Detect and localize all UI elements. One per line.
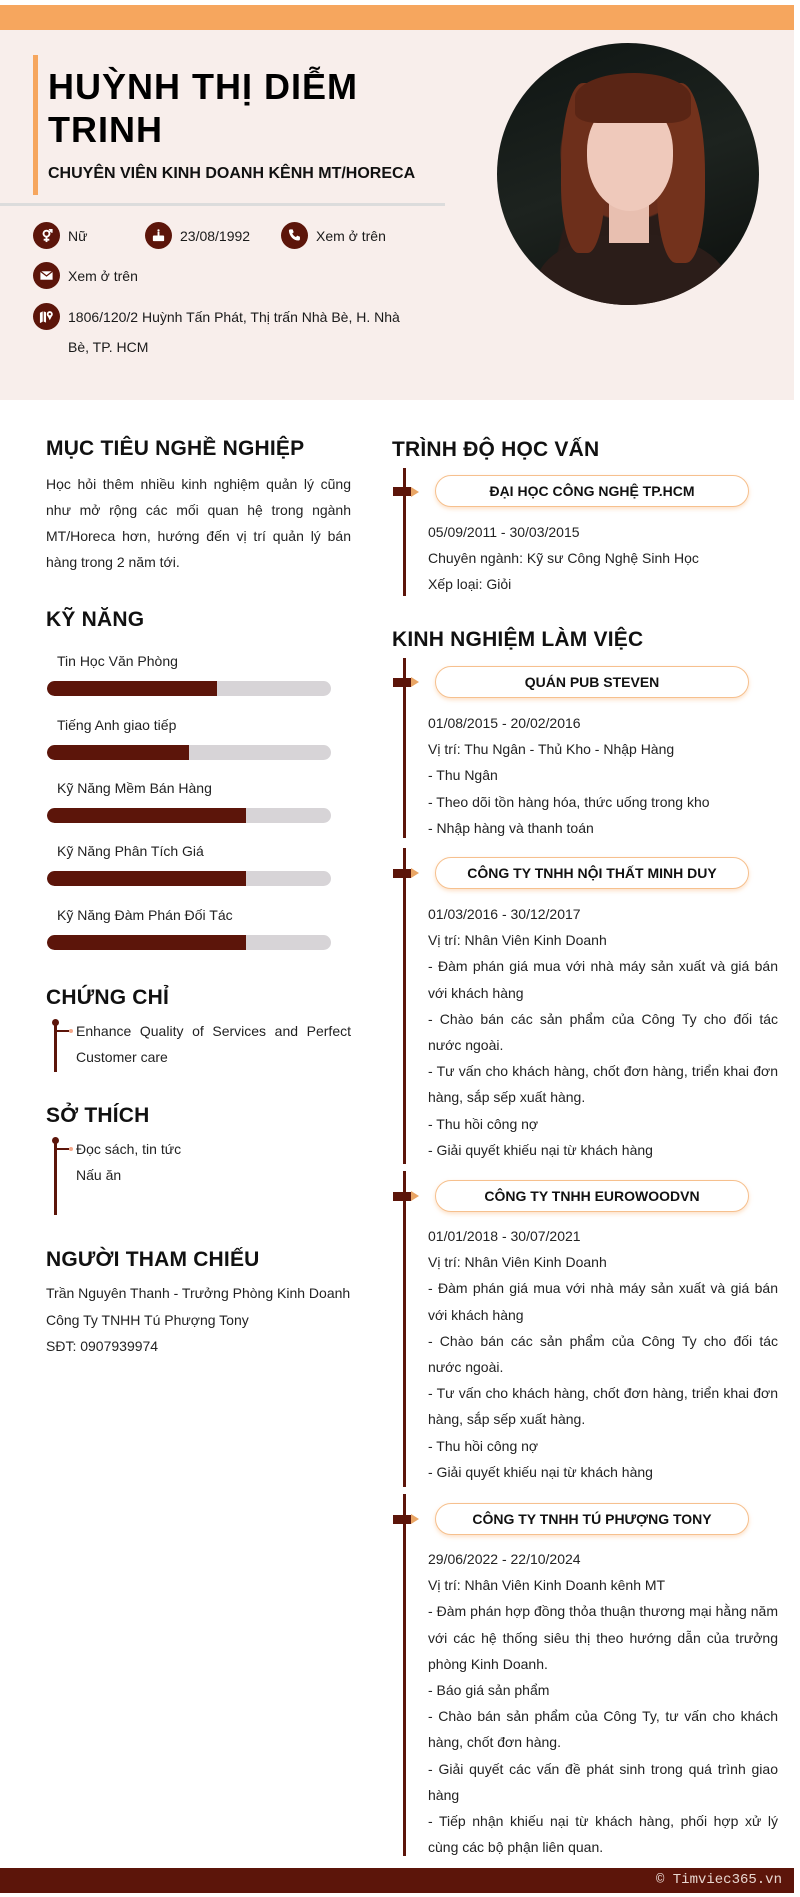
avatar-hair-shape <box>575 73 691 123</box>
experience-entry <box>428 901 778 1163</box>
gender-icon <box>33 222 60 249</box>
job-duty: - Giải quyết khiếu nại từ khách hàng <box>428 1141 653 1158</box>
education-entry <box>428 519 778 598</box>
timeline-branch <box>57 1148 69 1150</box>
education-period: 05/09/2011 - 30/03/2015 <box>428 524 580 540</box>
contact-address <box>33 302 413 362</box>
job-position: Vị trí: Thu Ngân - Thủ Kho - Nhập Hàng <box>428 741 675 758</box>
job-duty: - Giải quyết khiếu nại từ khách hàng <box>428 1463 653 1480</box>
skill-item <box>47 717 331 760</box>
experience-timeline <box>403 1171 406 1487</box>
references-title: NGƯỜI THAM CHIẾU <box>46 1248 260 1271</box>
skill-label: Tiếng Anh giao tiếp <box>57 717 177 733</box>
email-value: Xem ở trên <box>68 267 138 284</box>
job-duty: - Thu Ngân <box>428 767 498 784</box>
job-duty: - Báo giá sản phẩm <box>428 1682 550 1699</box>
timeline-marker <box>393 678 411 687</box>
skill-item <box>47 653 331 696</box>
birthday-value: 23/08/1992 <box>180 227 251 244</box>
hobby-item: Đọc sách, tin tức <box>76 1141 182 1157</box>
hobbies-title: SỞ THÍCH <box>46 1104 150 1127</box>
contact-email[interactable] <box>33 262 138 289</box>
skill-item <box>47 843 331 886</box>
timeline-arrow-icon <box>411 868 419 878</box>
job-period: 29/06/2022 - 22/10/2024 <box>428 1551 581 1567</box>
experience-entry <box>428 710 778 841</box>
certificate-text: Enhance Quality of Services and Perfect Customer care <box>76 1023 351 1065</box>
contact-birthday <box>145 222 250 249</box>
reference-line: Công Ty TNHH Tú Phượng Tony <box>46 1312 249 1328</box>
job-position: Vị trí: Nhân Viên Kinh Doanh kênh MT <box>428 1577 666 1594</box>
phone-value: Xem ở trên <box>316 227 386 244</box>
top-accent-bar <box>0 5 794 30</box>
timeline-arrow-icon <box>411 487 419 497</box>
skill-item <box>47 780 331 823</box>
skill-bar-track <box>47 681 331 696</box>
reference-line: Trần Nguyên Thanh - Trưởng Phòng Kinh Doanh <box>46 1285 351 1301</box>
job-duty: - Giải quyết các vấn đề phát sinh trong quá trình giao hàng <box>428 1760 778 1803</box>
job-duty: - Đàm phán giá mua với nhà máy sản xuất và giá bán với khách hàng <box>428 1280 778 1323</box>
job-duty: - Thu hồi công nợ <box>428 1115 539 1132</box>
candidate-name: HUỲNH THỊ DIỄM TRINH <box>48 66 358 150</box>
education-major: Chuyên ngành: Kỹ sư Công Nghệ Sinh Học <box>428 550 699 567</box>
job-duty: - Chào bán các sản phẩm của Công Ty cho đối tác nước ngoài. <box>428 1332 778 1376</box>
skill-label: Kỹ Năng Mềm Bán Hàng <box>57 780 212 796</box>
job-period: 01/03/2016 - 30/12/2017 <box>428 906 581 922</box>
timeline-marker <box>393 1192 411 1201</box>
timeline-arrow-icon <box>411 1191 419 1201</box>
experience-timeline <box>403 1494 406 1856</box>
skill-bar-track <box>47 745 331 760</box>
skill-item <box>47 907 331 950</box>
education-title: TRÌNH ĐỘ HỌC VẤN <box>392 438 600 461</box>
address-value: 1806/120/2 Huỳnh Tấn Phát, Thị trấn Nhà Bè, H. Nhà Bè, TP. HCM <box>68 309 400 355</box>
objective-title: MỤC TIÊU NGHỀ NGHIỆP <box>46 437 305 460</box>
job-period: 01/01/2018 - 30/07/2021 <box>428 1228 581 1244</box>
avatar <box>497 43 759 305</box>
skills-title: KỸ NĂNG <box>46 608 145 631</box>
job-title: CHUYÊN VIÊN KINH DOANH KÊNH MT/HORECA <box>48 165 416 182</box>
timeline-branch <box>57 1030 69 1032</box>
skill-label: Tin Học Văn Phòng <box>57 653 178 669</box>
birthday-cake-icon <box>145 222 172 249</box>
company-name: QUÁN PUB STEVEN <box>435 666 749 698</box>
map-pin-icon <box>33 303 60 330</box>
hobbies-timeline <box>54 1140 57 1215</box>
job-duty: - Đàm phán hợp đồng thỏa thuận thương mại hằng năm với các hệ thống siêu thị theo hướng dẫn của trưởng phòng Kinh Doanh. <box>428 1603 778 1672</box>
job-duty: - Theo dõi tồn hàng hóa, thức uống trong kho <box>428 793 710 810</box>
phone-icon <box>281 222 308 249</box>
gender-value: Nữ <box>68 227 88 244</box>
hobby-item: Nấu ăn <box>76 1167 122 1183</box>
contact-phone[interactable] <box>281 222 386 249</box>
copyright-text[interactable]: © Timviec365.vn <box>655 1872 782 1888</box>
timeline-dot <box>69 1147 73 1151</box>
job-duty: - Chào bán sản phẩm của Công Ty, tư vấn cho khách hàng, chốt đơn hàng. <box>428 1708 778 1751</box>
job-duty: - Tư vấn cho khách hàng, chốt đơn hàng, triển khai đơn hàng, sắp sếp xuất hàng. <box>428 1385 778 1428</box>
job-duty: - Chào bán các sản phẩm của Công Ty cho đối tác nước ngoài. <box>428 1010 778 1054</box>
skill-label: Kỹ Năng Đàm Phán Đối Tác <box>57 907 233 923</box>
timeline-dot <box>69 1029 73 1033</box>
job-duty: - Tiếp nhận khiếu nại từ khách hàng, phối hợp xử lý cùng các bộ phận liên quan. <box>428 1813 778 1856</box>
company-name: CÔNG TY TNHH EUROWOODVN <box>435 1180 749 1212</box>
skill-bar-fill <box>47 681 217 696</box>
skill-bar-track <box>47 808 331 823</box>
objective-text: Học hỏi thêm nhiều kinh nghiệm quản lý cũng như mở rộng các mối quan hệ trong ngành MT/Horeca hơn, hướng đến vị trí quản lý bán hàng trong 2 năm tới. <box>46 476 351 570</box>
skill-bar-track <box>47 871 331 886</box>
experience-title: KINH NGHIỆM LÀM VIỆC <box>392 628 644 651</box>
company-name: CÔNG TY TNHH TÚ PHƯỢNG TONY <box>435 1503 749 1535</box>
skill-label: Kỹ Năng Phân Tích Giá <box>57 843 204 859</box>
name-divider <box>0 203 445 206</box>
skill-bar-fill <box>47 935 246 950</box>
name-block <box>33 55 445 195</box>
education-grade: Xếp loại: Giỏi <box>428 576 512 593</box>
timeline-arrow-icon <box>411 677 419 687</box>
timeline-marker <box>393 869 411 878</box>
contact-gender <box>33 222 87 249</box>
timeline-arrow-icon <box>411 1514 419 1524</box>
reference-line: SĐT: 0907939974 <box>46 1338 159 1354</box>
experience-timeline <box>403 848 406 1164</box>
job-period: 01/08/2015 - 20/02/2016 <box>428 715 581 731</box>
skill-bar-track <box>47 935 331 950</box>
job-position: Vị trí: Nhân Viên Kinh Doanh <box>428 1254 607 1271</box>
timeline-marker <box>393 1515 411 1524</box>
skill-bar-fill <box>47 808 246 823</box>
job-duty: - Thu hồi công nợ <box>428 1437 539 1454</box>
footer <box>0 1868 794 1893</box>
experience-entry <box>428 1223 778 1485</box>
job-duty: - Đàm phán giá mua với nhà máy sản xuất và giá bán với khách hàng <box>428 958 778 1001</box>
skill-bar-fill <box>47 871 246 886</box>
experience-entry <box>428 1546 778 1860</box>
mail-icon <box>33 262 60 289</box>
job-duty: - Tư vấn cho khách hàng, chốt đơn hàng, triển khai đơn hàng, sắp sếp xuất hàng. <box>428 1063 778 1106</box>
company-name: CÔNG TY TNHH NỘI THẤT MINH DUY <box>435 857 749 889</box>
timeline-marker <box>393 487 411 496</box>
school-name: ĐẠI HỌC CÔNG NGHỆ TP.HCM <box>435 475 749 507</box>
job-position: Vị trí: Nhân Viên Kinh Doanh <box>428 932 607 949</box>
skill-bar-fill <box>47 745 189 760</box>
job-duty: - Nhập hàng và thanh toán <box>428 819 594 836</box>
certificates-title: CHỨNG CHỈ <box>46 986 170 1009</box>
